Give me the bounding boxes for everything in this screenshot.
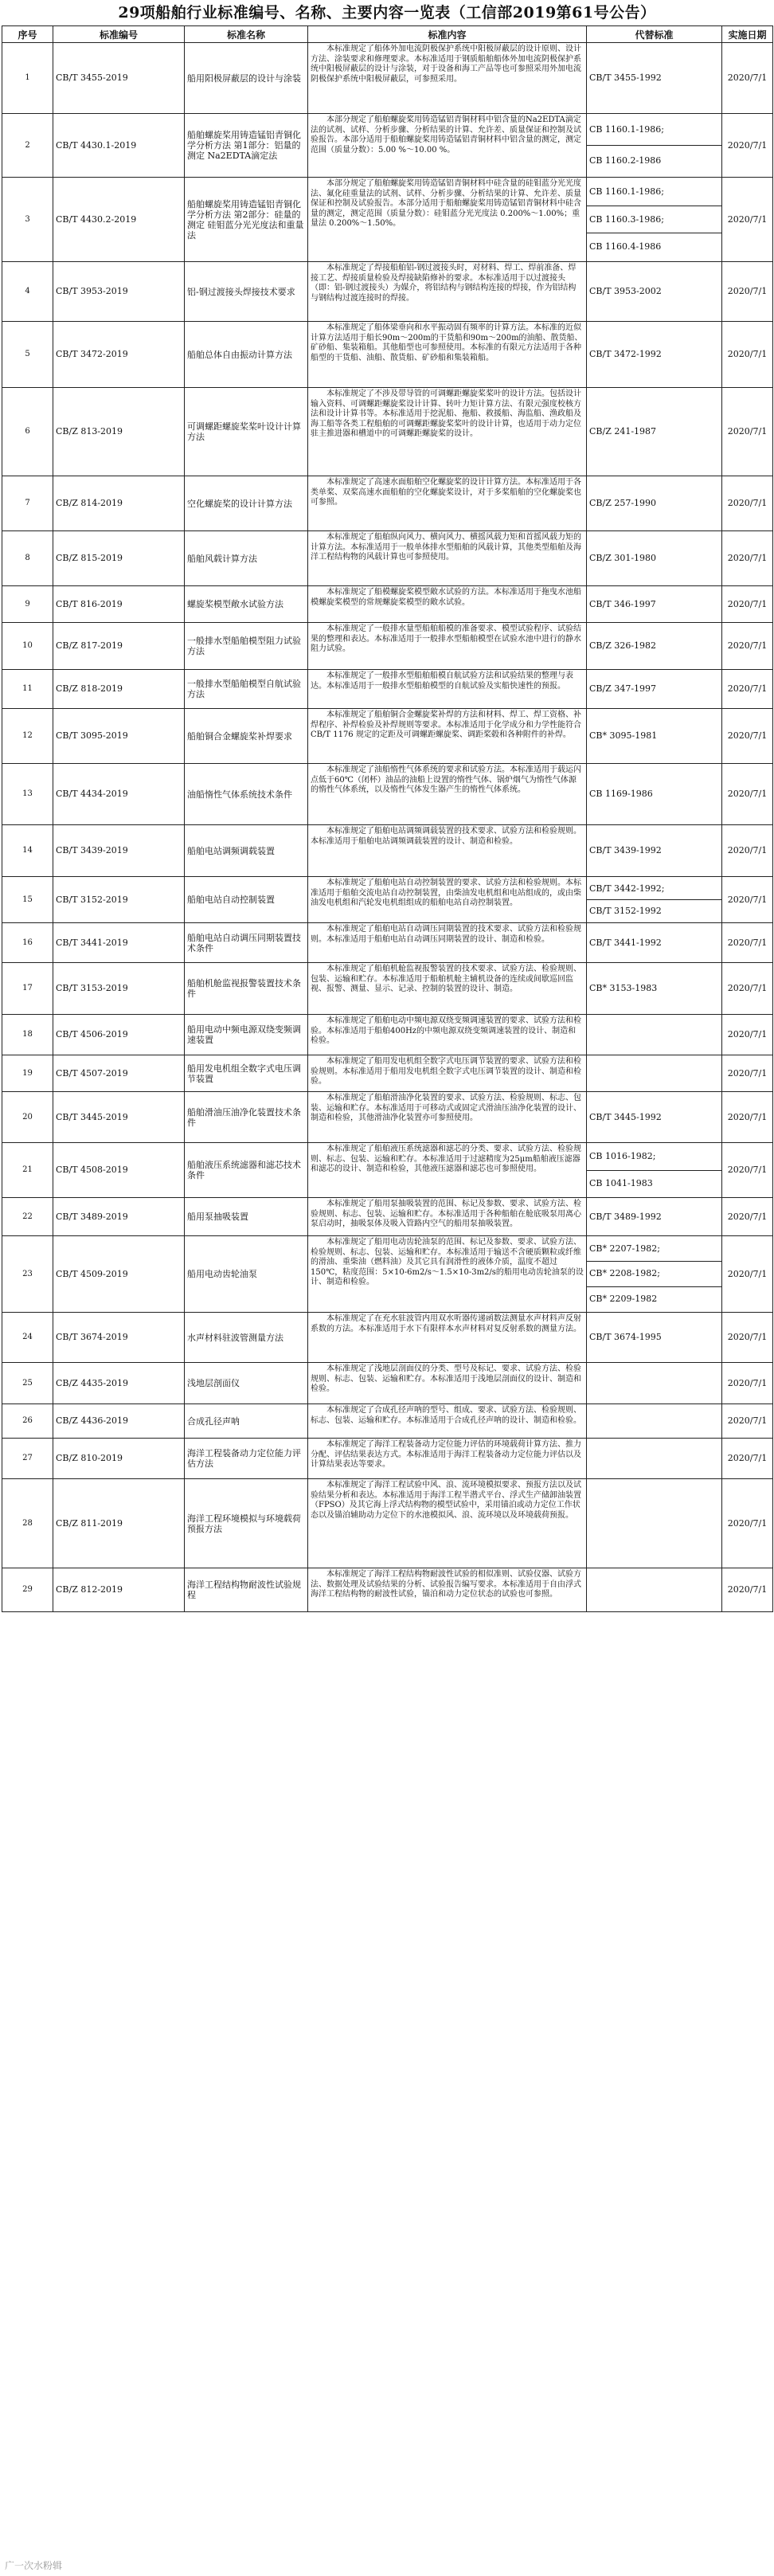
standard-name: 海洋工程装备动力定位能力评估方法 [185,1439,308,1479]
standard-code: CB/T 3153-2019 [53,963,185,1015]
implementation-date: 2020/7/1 [722,388,773,476]
header-replaced: 代替标准 [587,26,722,43]
row-number: 10 [2,623,53,670]
row-number: 22 [2,1198,53,1236]
implementation-date: 2020/7/1 [722,262,773,322]
standard-code: CB/T 3439-2019 [53,825,185,877]
replaced-standard: CB/T 3489-1992 [589,1211,662,1222]
standard-content: 本标准规定了船模螺旋桨模型敞水试验的方法。本标准适用于拖曳水池船模螺旋桨模型的常规螺旋桨模型的敞水试验。 [308,586,587,623]
implementation-date: 2020/7/1 [722,531,773,586]
table-row [2,1198,773,1236]
replaced-standard: CB/T 3442-1992; [589,883,665,894]
replaced-standard: CB 1160.1-1986; [589,124,664,135]
row-number: 18 [2,1015,53,1055]
implementation-date: 2020/7/1 [722,178,773,262]
standard-name: 船舶电站自动控制装置 [185,877,308,923]
table-row [2,1092,773,1143]
row-number: 27 [2,1439,53,1479]
standard-code: CB/T 3152-2019 [53,877,185,923]
standard-code: CB/T 4430.1-2019 [53,114,185,178]
replaced-standard: CB/Z 326-1982 [589,640,657,651]
replaced-standards [587,178,722,262]
standards-table [2,25,773,1612]
implementation-date: 2020/7/1 [722,322,773,388]
replaced-standard: CB* 2208-1982; [587,1261,721,1286]
row-number: 7 [2,476,53,531]
table-row [2,1439,773,1479]
standard-name: 一般排水型船舶模型阻力试验方法 [185,623,308,670]
table-row [2,1236,773,1313]
standard-name: 可调螺距螺旋桨桨叶设计计算方法 [185,388,308,476]
table-row [2,1404,773,1439]
standard-name: 船用发电机组全数字式电压调节装置 [185,1055,308,1092]
table-row [2,1015,773,1055]
replaced-standards [587,1055,722,1092]
row-number: 29 [2,1568,53,1612]
replaced-standards [587,709,722,764]
standard-name: 船用阳极屏蔽层的设计与涂装 [185,43,308,114]
table-row [2,476,773,531]
implementation-date: 2020/7/1 [722,586,773,623]
standard-name: 船舶螺旋桨用铸造锰铝青铜化学分析方法 第1部分：铝量的测定 Na2EDTA滴定法 [185,114,308,178]
replaced-standard: CB 1160.1-1986; [589,186,664,197]
table-row [2,963,773,1015]
standard-content: 本标准规定了不涉及带导管的可调螺距螺旋桨桨叶的设计方法。包括设计输入资料、可调螺距螺旋桨设计计算、转叶力矩计算方法、有限元强度校核方法和设计计算书等。本标准适用于挖泥船、拖船、救援船、海监船、渔政船及海工船等各类工程船舶的可调螺距螺旋桨桨叶的设计计算，也适用于动力定位驻主推进器和槽道中的可调螺距螺旋桨的设计。 [308,388,587,476]
standard-name: 船舶机舱监视报警装置技术条件 [185,963,308,1015]
header-name: 标准名称 [185,26,308,43]
replaced-standard: CB 1160.2-1986 [587,145,721,176]
standard-content: 本标准规定了船舶滑油净化装置的要求、试验方法、检验规则、标志、包装、运输和贮存。本标准适用于可移动式或固定式滑油压油净化装置的设计、制造和检验，其他滑油净化装置亦可参照使用。 [308,1092,587,1143]
row-number: 20 [2,1092,53,1143]
standard-content: 本标准规定了海洋工程装备动力定位能力评估的环境载荷计算方法、推力分配、评估结果表达方式。本标准适用于海洋工程装备动力定位能力评估以及计算结果表达等要求。 [308,1439,587,1479]
row-number: 3 [2,178,53,262]
replaced-standards [587,476,722,531]
replaced-standard: CB 1016-1982; [589,1151,656,1162]
page-title: 29项船舶行业标准编号、名称、主要内容一览表（工信部2019第61号公告） [118,4,656,22]
row-number: 13 [2,764,53,825]
replaced-standard: CB/T 3441-1992 [589,937,662,948]
standard-content: 本标准规定了船舶电站自动控制装置的要求、试验方法和检验规则。本标准适用于船舶交流电站自动控制装置，由柴油发电机组和电站组成的，或由柴油发电机组和汽轮发电机组组成的船舶电站自动控制装置。 [308,877,587,923]
implementation-date: 2020/7/1 [722,1055,773,1092]
table-row [2,1143,773,1198]
standard-code: CB/T 4507-2019 [53,1055,185,1092]
replaced-standard: CB* 2207-1982; [589,1243,660,1255]
header-code: 标准编号 [53,26,185,43]
table-row [2,531,773,586]
standard-name: 船用泵抽吸装置 [185,1198,308,1236]
standard-code: CB/T 3445-2019 [53,1092,185,1143]
standard-name: 船舶总体自由振动计算方法 [185,322,308,388]
standard-name: 水声材料驻波管测量方法 [185,1313,308,1363]
implementation-date: 2020/7/1 [722,1092,773,1143]
row-number: 23 [2,1236,53,1313]
row-number: 9 [2,586,53,623]
table-row [2,114,773,178]
implementation-date: 2020/7/1 [722,43,773,114]
row-number: 15 [2,877,53,923]
standard-name: 空化螺旋桨的设计计算方法 [185,476,308,531]
implementation-date: 2020/7/1 [722,1479,773,1568]
table-row [2,709,773,764]
standard-name: 船用电动齿轮油泵 [185,1236,308,1313]
replaced-standard: CB/T 346-1997 [589,598,656,609]
implementation-date: 2020/7/1 [722,670,773,709]
table-row [2,1363,773,1404]
standard-content: 本标准规定了焊接船舶铝-钢过渡接头时，对材料、焊工、焊前准备、焊接工艺、焊接质量检验及焊接缺陷修补的要求。本标准适用于以过渡接头（即：铝-钢过渡接头）为媒介，将铝结构与钢结构连接的焊接，作为铝结构与钢结构过渡连接时的焊接。 [308,262,587,322]
standard-code: CB/Z 812-2019 [53,1568,185,1612]
replaced-standard: CB/T 3953-2002 [589,286,662,296]
row-number: 28 [2,1479,53,1568]
replaced-standards [587,1313,722,1363]
replaced-standards [587,1143,722,1198]
replaced-standards [587,1363,722,1404]
row-number: 1 [2,43,53,114]
standard-content: 本标准规定了船舶铜合金螺旋桨补焊的方法和材料、焊工、焊工资格、补焊程序、补焊检验及补焊规则等要求。本标准适用于化学成分和力学性能符合CB/T 1176 规定的定距及可调螺距螺旋桨、调距桨毂和各种附件的补焊。 [308,709,587,764]
replaced-standard: CB* 2209-1982 [587,1286,721,1311]
implementation-date: 2020/7/1 [722,114,773,178]
table-row [2,1055,773,1092]
standard-content: 本标准规定了船用泵抽吸装置的范围、标记及参数、要求、试验方法、检验规则、标志、包装、运输和贮存。本标准适用于各种船舶在舱底吸泵用离心泵启动时，抽吸泵体及吸入管路内空气的船用泵抽吸装置。 [308,1198,587,1236]
standard-code: CB/Z 810-2019 [53,1439,185,1479]
replaced-standard: CB/T 3439-1992 [589,845,662,855]
standard-name: 海洋工程结构物耐波性试验规程 [185,1568,308,1612]
row-number: 4 [2,262,53,322]
table-row [2,1479,773,1568]
implementation-date: 2020/7/1 [722,923,773,963]
replaced-standard: CB 1160.4-1986 [587,233,721,260]
replaced-standard: CB/T 3472-1992 [589,349,662,359]
replaced-standards [587,114,722,178]
standard-code: CB/Z 4435-2019 [53,1363,185,1404]
standard-content: 本标准规定了高速水面船舶空化螺旋桨的设计计算方法。本标准适用于各类单桨、双桨高速水面船舶的空化螺旋桨设计，对于多桨船舶的空化螺旋桨也可参照。 [308,476,587,531]
row-number: 21 [2,1143,53,1198]
replaced-standards [587,586,722,623]
implementation-date: 2020/7/1 [722,1236,773,1313]
replaced-standard: CB/T 3674-1995 [589,1332,662,1342]
replaced-standard: CB/Z 241-1987 [589,426,657,437]
implementation-date: 2020/7/1 [722,1439,773,1479]
implementation-date: 2020/7/1 [722,709,773,764]
replaced-standard: CB/Z 257-1990 [589,498,657,508]
standard-content: 本部分规定了船舶螺旋桨用铸造锰铝青铜材料中铝含量的Na2EDTA滴定法的试剂、试样、分析步骤、分析结果的计算、允许差、质量保证和控制及试验报告。本部分适用于船舶螺旋桨用铸造锰铝青铜材料中铝含量的测定，测定范围（质量分数）：5.00 %～10.00 %。 [308,114,587,178]
replaced-standards [587,43,722,114]
replaced-standards [587,1439,722,1479]
standard-code: CB/Z 811-2019 [53,1479,185,1568]
standard-code: CB/T 3472-2019 [53,322,185,388]
replaced-standard: CB/T 3445-1992 [589,1111,662,1122]
standard-code: CB/T 3455-2019 [53,43,185,114]
standard-content: 本标准规定了在充水驻波管内用双水听器传递函数法测量水声材料声反射系数的方法。本标准适用于水下有限样本水声材料对复反射系数的测量方法。 [308,1313,587,1363]
implementation-date: 2020/7/1 [722,825,773,877]
standard-name: 浅地层剖面仪 [185,1363,308,1404]
standard-code: CB/T 3441-2019 [53,923,185,963]
row-number: 12 [2,709,53,764]
table-row [2,623,773,670]
replaced-standards [587,963,722,1015]
replaced-standards [587,764,722,825]
standard-content: 本标准规定了船用电动齿轮油泵的范围、标记及参数、要求、试验方法、检验规则、标志、包装、运输和贮存。本标准适用于输送不含硬质颗粒或纤维的滑油、重柴油（燃料油）及其它具有润滑性的液体介质，温度不超过150℃，粘度范围：5×10-6m2/s～1.5×10-3m2/s的船用电动齿轮油泵的设计、制造和检验。 [308,1236,587,1313]
row-number: 24 [2,1313,53,1363]
implementation-date: 2020/7/1 [722,877,773,923]
replaced-standards [587,923,722,963]
table-row [2,262,773,322]
row-number: 16 [2,923,53,963]
standard-code: CB/Z 813-2019 [53,388,185,476]
replaced-standards [587,877,722,923]
replaced-standard: CB/T 3152-1992 [587,899,721,922]
implementation-date: 2020/7/1 [722,1404,773,1439]
watermark: 广一次水粉辑 [5,2560,63,2571]
standard-code: CB/T 4430.2-2019 [53,178,185,262]
standard-content: 本部分规定了船舶螺旋桨用铸造锰铝青铜材料中硅含量的硅钼蓝分光光度法、氟化硅重量法的试剂、试样、分析步骤、分析结果的计算、允许差、质量保证和控制及试验报告。本部分适用于船舶螺旋桨用铸造锰铝青铜材料中硅含量的测定，测定范围（质量分数）：硅钼蓝分光光度法 0.200%～1.00%；重量法 0.200%～1.50%。 [308,178,587,262]
replaced-standards [587,388,722,476]
replaced-standards [587,825,722,877]
row-number: 17 [2,963,53,1015]
table-row [2,825,773,877]
standard-code: CB/T 816-2019 [53,586,185,623]
standard-code: CB/Z 815-2019 [53,531,185,586]
implementation-date: 2020/7/1 [722,963,773,1015]
table-row [2,1568,773,1612]
standard-name: 船舶铜合金螺旋桨补焊要求 [185,709,308,764]
replaced-standards [587,1198,722,1236]
row-number: 14 [2,825,53,877]
row-number: 6 [2,388,53,476]
replaced-standards [587,670,722,709]
standard-content: 本标准规定了船舶机舱监视报警装置的技术要求、试验方法、检验规则、包装、运输和贮存。本标准适用于船舶机舱主辅机设备的连续或间歇巡回监视、报警、测量、显示、记录、控制的装置的设计、制造。 [308,963,587,1015]
table-row [2,1313,773,1363]
implementation-date: 2020/7/1 [722,1568,773,1612]
table-row [2,178,773,262]
standard-content: 本标准规定了船舶电站调频调载装置的技术要求、试验方法和检验规则。本标准适用于船舶电站调频调载装置的设计、制造和检验。 [308,825,587,877]
replaced-standard: CB/Z 301-1980 [589,553,657,563]
standard-name: 船舶滑油压油净化装置技术条件 [185,1092,308,1143]
standard-content: 本标准规定了海洋工程试验中风、浪、流环境模拟要求、预报方法以及试验结果分析和表达。本标准适用于海洋工程半潜式平台、浮式生产储卸油装置（FPSO）及其它海上浮式结构物的模型试验中，采用锚泊或动力定位工作状态以及锚泊辅助动力定位下的水池模拟风、浪、流环境以及环境载荷预报。 [308,1479,587,1568]
table-row [2,670,773,709]
standard-code: CB/T 3095-2019 [53,709,185,764]
standard-content: 本标准规定了一般排水型船舶船模自航试验方法和试验结果的整理与表达。本标准适用于一般排水型船舶模型的自航试验及实船快速性的预报。 [308,670,587,709]
table-row [2,877,773,923]
implementation-date: 2020/7/1 [722,623,773,670]
standard-code: CB/T 3953-2019 [53,262,185,322]
standard-name: 油船惰性气体系统技术条件 [185,764,308,825]
standard-code: CB/T 4508-2019 [53,1143,185,1198]
standard-content: 本标准规定了浅地层剖面仪的分类、型号及标记、要求、试验方法、检验规则、标志、包装、运输和贮存。本标准适用于浅地层剖面仪的设计、制造和检验。 [308,1363,587,1404]
standard-code: CB/T 4506-2019 [53,1015,185,1055]
table-row [2,43,773,114]
replaced-standards [587,1092,722,1143]
replaced-standards [587,531,722,586]
implementation-date: 2020/7/1 [722,1363,773,1404]
replaced-standards [587,262,722,322]
row-number: 11 [2,670,53,709]
row-number: 19 [2,1055,53,1092]
table-header-row [2,26,773,43]
implementation-date: 2020/7/1 [722,476,773,531]
standard-code: CB/Z 818-2019 [53,670,185,709]
replaced-standards [587,623,722,670]
standard-name: 船舶液压系统滤器和滤芯技术条件 [185,1143,308,1198]
row-number: 8 [2,531,53,586]
replaced-standards [587,1404,722,1439]
replaced-standard: CB* 3095-1981 [589,730,658,741]
replaced-standard: CB 1169-1986 [589,789,653,799]
replaced-standards [587,322,722,388]
header-no: 序号 [2,26,53,43]
header-date: 实施日期 [722,26,773,43]
table-row [2,923,773,963]
standard-name: 螺旋桨模型敞水试验方法 [185,586,308,623]
standard-name: 合成孔径声呐 [185,1404,308,1439]
row-number: 5 [2,322,53,388]
table-row [2,586,773,623]
implementation-date: 2020/7/1 [722,1015,773,1055]
row-number: 2 [2,114,53,178]
row-number: 25 [2,1363,53,1404]
standard-content: 本标准规定了油船惰性气体系统的要求和试验方法。本标准适用于载运闪点低于60℃（闭杯）油品的油船上设置的惰性气体、锅炉烟气为惰性气体源的惰性气体系统，以及惰性气体发生器产生的惰性气体系统。 [308,764,587,825]
standard-name: 船用电动中频电源双绕变频调速装置 [185,1015,308,1055]
standard-name: 海洋工程环境模拟与环境载荷预报方法 [185,1479,308,1568]
replaced-standards [587,1015,722,1055]
standard-name: 船舶电站自动调压同期装置技术条件 [185,923,308,963]
implementation-date: 2020/7/1 [722,1198,773,1236]
standard-code: CB/Z 4436-2019 [53,1404,185,1439]
standard-name: 铝-钢过渡接头焊接技术要求 [185,262,308,322]
standard-content: 本标准规定了海洋工程结构物耐波性试验的相似准则、试验仪器、试验方法、数据处理及试验结果的分析、试验报告编写要求。本标准适用于自由浮式海洋工程结构物的耐波性试验，锚泊和动力定位状态的试验也可参照。 [308,1568,587,1612]
standard-content: 本标准规定了船舶纵向风力、横向风力、横摇风载力矩和首摇风载力矩的计算方法。本标准适用于一般单体排水型船舶的风载计算，其他类型船舶及海洋工程结构物的风载计算也可参照使用。 [308,531,587,586]
replaced-standard: CB/Z 347-1997 [589,683,657,694]
replaced-standards [587,1568,722,1612]
standard-content: 本标准规定了一般排水量型船舶船模的准备要求、模型试验程序、试验结果的整理和表达。本标准适用于一般排水型船舶模型在试验水池中进行的静水阻力试验。 [308,623,587,670]
standard-code: CB/T 4509-2019 [53,1236,185,1313]
standard-code: CB/Z 817-2019 [53,623,185,670]
standard-content: 本标准规定了船舶电动中频电源双绕变频调速装置的要求、试验方法和检验。本标准适用于船舶400Hz的中频电源双绕变频调速装置的设计、制造和检验。 [308,1015,587,1055]
implementation-date: 2020/7/1 [722,1313,773,1363]
standard-content: 本标准规定了船体外加电流阴极保护系统中阳极屏蔽层的设计原则、设计方法、涂装要求和修理要求。本标准适用于钢质船舶船体外加电流阴极保护系统中阳极屏蔽层的设计与涂装，对于设备和海工产品等也可参照采用外加电流阴极保护系统中阳极屏蔽层，可参照采用。 [308,43,587,114]
replaced-standards [587,1479,722,1568]
standard-content: 本标准规定了船体梁垂向和水平振动固有频率的计算方法。本标准的近似计算方法适用于船长90m～200m的干货船和90m～200m的油船、散货船、矿砂船、集装箱船。其他船型也可参照使用。本标准的有限元方法适用于各种船型的干货船、油船、散货船、矿砂船和集装箱船。 [308,322,587,388]
standard-name: 一般排水型船舶模型自航试验方法 [185,670,308,709]
replaced-standard: CB/T 3455-1992 [589,72,662,83]
standard-content: 本标准规定了船舶电站自动调压同期装置的技术要求、试验方法和检验规则。本标准适用于船舶电站自动调压同期装置的设计、制造和检验。 [308,923,587,963]
replaced-standards [587,1236,722,1313]
standard-content: 本标准规定了合成孔径声呐的型号、组成、要求、试验方法、检验规则、标志、包装、运输和贮存。本标准适用于合成孔径声呐的设计、制造和检验。 [308,1404,587,1439]
standard-code: CB/T 4434-2019 [53,764,185,825]
replaced-standard: CB 1160.3-1986; [587,206,721,233]
header-content: 标准内容 [308,26,587,43]
standard-content: 本标准规定了船舶液压系统滤器和滤芯的分类、要求、试验方法、检验规则、标志、包装、运输和贮存。本标准适用于过滤精度为25μm船舶液压滤器和滤芯的设计、制造和检验，其他液压滤器和滤芯也可参照使用。 [308,1143,587,1198]
standard-name: 船舶风载计算方法 [185,531,308,586]
table-row [2,322,773,388]
implementation-date: 2020/7/1 [722,1143,773,1198]
replaced-standard: CB* 3153-1983 [589,983,658,993]
table-row [2,388,773,476]
standard-code: CB/T 3674-2019 [53,1313,185,1363]
standard-code: CB/T 3489-2019 [53,1198,185,1236]
replaced-standard: CB 1041-1983 [587,1170,721,1197]
standard-name: 船舶电站调频调载装置 [185,825,308,877]
standard-name: 船舶螺旋桨用铸造锰铝青铜化学分析方法 第2部分：硅量的测定 硅钼蓝分光光度法和重量法 [185,178,308,262]
standard-content: 本标准规定了船用发电机组全数字式电压调节装置的要求、试验方法和检验规则。本标准适用于船用发电机组全数字式电压调节装置的设计、制造和检验。 [308,1055,587,1092]
standard-code: CB/Z 814-2019 [53,476,185,531]
row-number: 26 [2,1404,53,1439]
implementation-date: 2020/7/1 [722,764,773,825]
table-row [2,764,773,825]
